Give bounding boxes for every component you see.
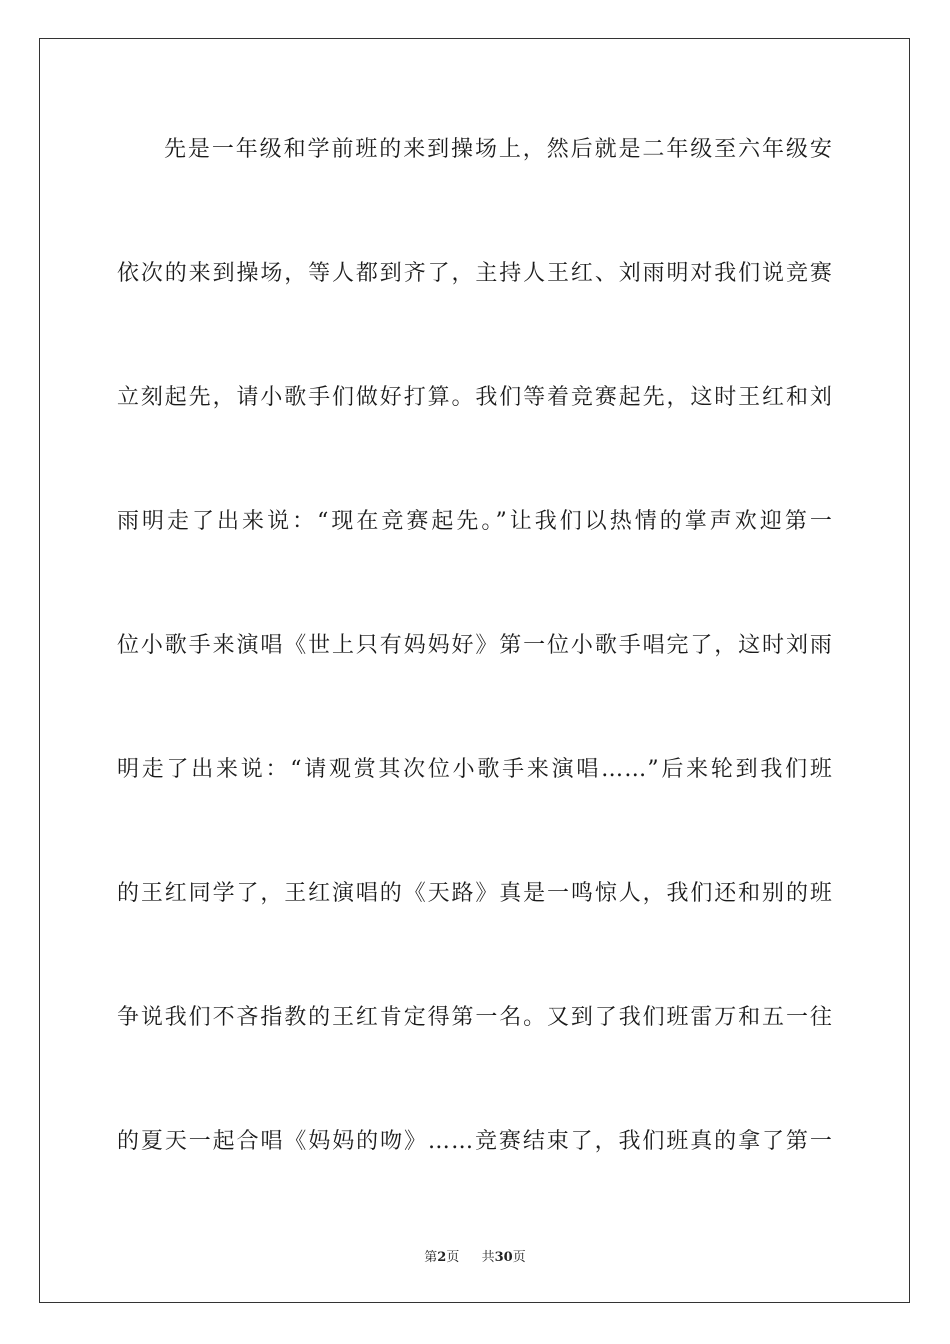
total-pages [482,1246,526,1265]
text-line-2: 依次的来到操场，等人都到齐了，主持人王红、刘雨明对我们说竞赛 [117,261,833,286]
page-indicator [424,1246,459,1265]
body-paragraph [117,122,833,1238]
page-suffix: 页 [446,1250,460,1265]
text-line-3: 立刻起先，请小歌手们做好打算。我们等着竞赛起先，这时王红和刘 [117,385,833,410]
total-prefix: 共 [481,1250,495,1265]
total-number: 30 [494,1250,513,1265]
text-line-8: 争说我们不吝指教的王红肯定得第一名。又到了我们班雷万和五一往 [117,1005,833,1030]
text-line-6: 明走了出来说：“请观赏其次位小歌手来演唱……”后来轮到我们班 [117,757,833,782]
text-line-9: 的夏天一起合唱《妈妈的吻》……竞赛结束了，我们班真的拿了第一 [117,1129,833,1154]
page-number: 2 [437,1250,447,1265]
page-footer [0,1246,950,1265]
text-line-1: 先是一年级和学前班的来到操场上，然后就是二年级至六年级安 [164,137,833,162]
text-line-5: 位小歌手来演唱《世上只有妈妈好》第一位小歌手唱完了，这时刘雨 [117,633,833,658]
text-line-7: 的王红同学了，王红演唱的《天路》真是一鸣惊人，我们还和别的班 [117,881,833,906]
total-suffix: 页 [512,1250,526,1265]
page-prefix: 第 [424,1250,438,1265]
text-line-4: 雨明走了出来说：“现在竞赛起先。”让我们以热情的掌声欢迎第一 [117,509,833,534]
